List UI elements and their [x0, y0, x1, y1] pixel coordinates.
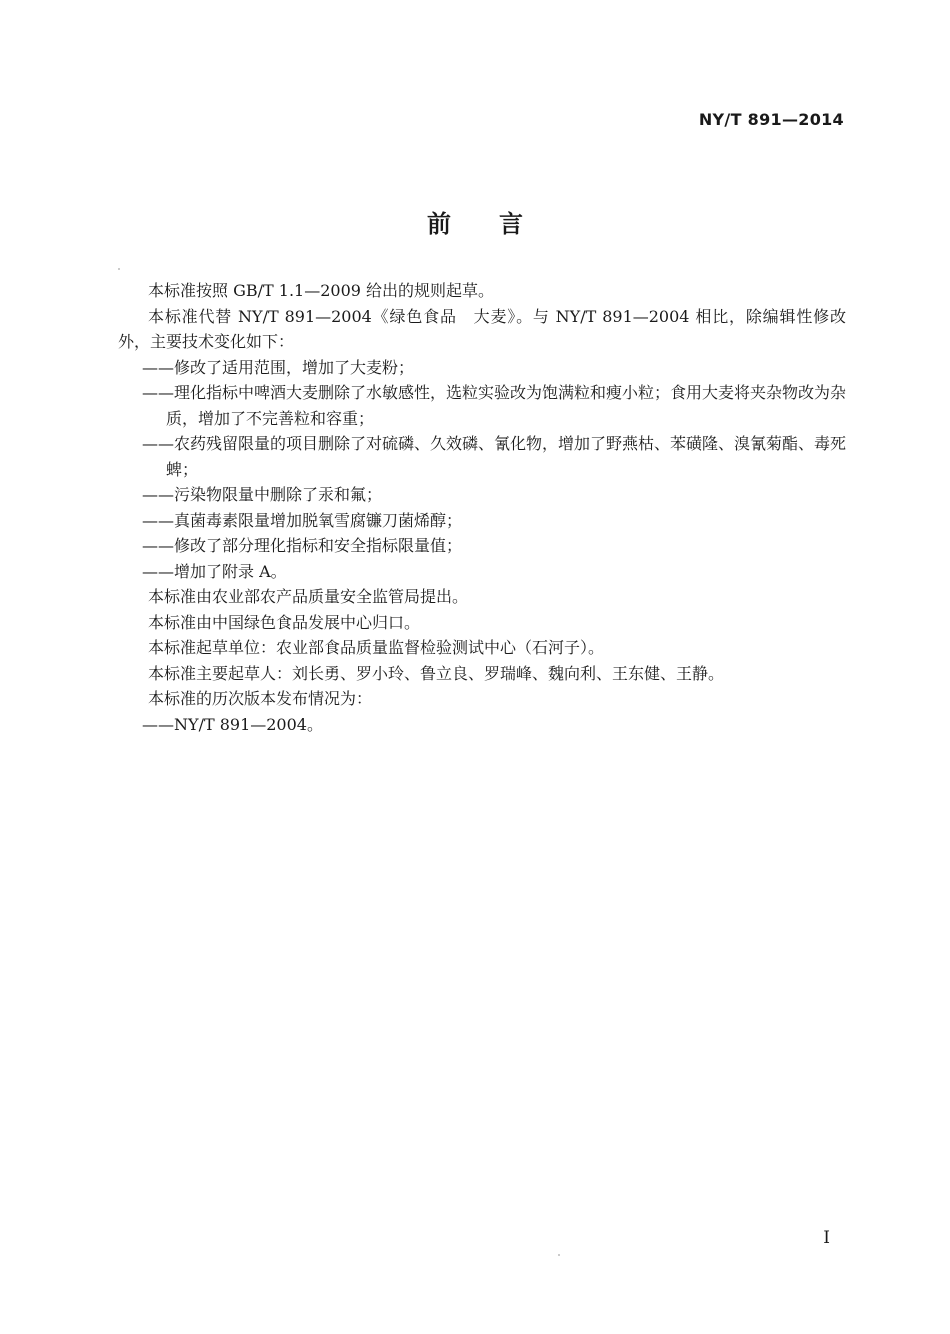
change-item: ——农药残留限量的项目删除了对硫磷、久效磷、氰化物，增加了野燕枯、苯磺隆、溴氰菊酯、毒死蜱；: [142, 434, 847, 479]
paragraph-drafting-rules: 本标准按照 GB/T 1.1—2009 给出的规则起草。: [148, 281, 495, 300]
page-title: 前言: [427, 210, 571, 238]
standard-code: NY/T 891—2014: [698, 110, 844, 129]
change-item: ——污染物限量中删除了汞和氟；: [142, 485, 383, 504]
paragraph-centralized-by: 本标准由中国绿色食品发展中心归口。: [148, 612, 421, 632]
change-item: ——修改了适用范围，增加了大麦粉；: [142, 357, 415, 377]
paragraph-proposed-by: 本标准由农业部农产品质量安全监管局提出。: [148, 587, 469, 606]
change-item: ——修改了部分理化指标和安全指标限量值；: [142, 536, 463, 555]
change-item: ——真菌毒素限量增加脱氧雪腐镰刀菌烯醇；: [142, 510, 463, 530]
page-number: I: [823, 1228, 830, 1248]
scan-speck: [558, 1254, 560, 1256]
paragraph-drafting-unit: 本标准起草单位：农业部食品质量监督检验测试中心（石河子）。: [148, 638, 605, 657]
foreword-body: [118, 278, 846, 737]
paragraph-version-history: 本标准的历次版本发布情况为：: [148, 689, 373, 708]
scan-speck: [118, 268, 120, 270]
paragraph-drafters: 本标准主要起草人：刘长勇、罗小玲、鲁立良、罗瑞峰、魏向利、王东健、王静。: [148, 663, 725, 683]
change-item: ——理化指标中啤酒大麦删除了水敏感性，选粒实验改为饱满粒和瘦小粒；食用大麦将夹杂物改为杂质，增加了不完善粒和容重；: [142, 383, 847, 428]
paragraph-replacement: 本标准代替 NY/T 891—2004《绿色食品 大麦》。与 NY/T 891—2004 相比，除编辑性修改外，主要技术变化如下：: [118, 306, 846, 351]
change-item: ——增加了附录 A。: [142, 561, 287, 581]
history-item: ——NY/T 891—2004。: [142, 714, 323, 734]
